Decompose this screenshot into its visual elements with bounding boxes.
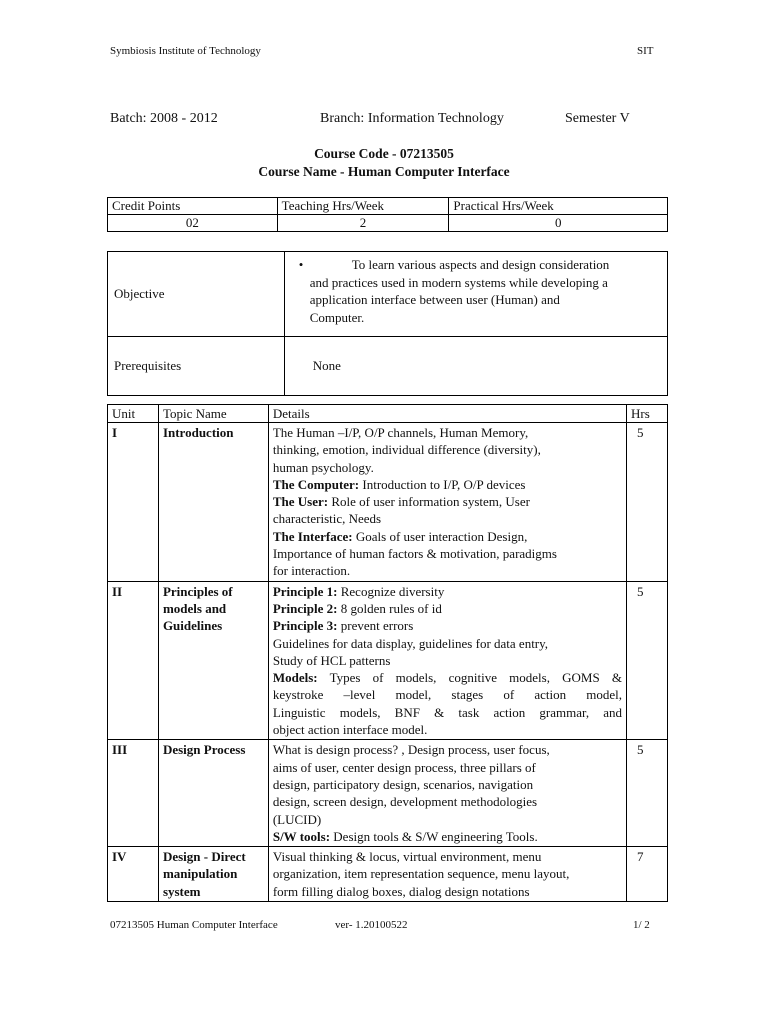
details-text: Introduction to I/P, O/P devices	[359, 476, 526, 492]
details	[268, 847, 626, 902]
credits-header-row	[108, 198, 668, 215]
details-line	[273, 793, 622, 810]
details-heading: Principle 1:	[272, 583, 338, 599]
semester-label: Semester V	[565, 111, 630, 126]
credits-value-cell: 2	[277, 215, 449, 232]
details-line	[273, 635, 622, 652]
details-line	[273, 476, 622, 493]
unit-number: I	[108, 423, 159, 582]
syllabus-row	[108, 847, 668, 902]
details-heading: The User:	[272, 494, 329, 510]
credits-header-cell: Practical Hrs/Week	[449, 198, 668, 215]
details-heading: The Computer:	[272, 476, 360, 492]
details-text: characteristic, Needs	[272, 511, 382, 527]
syllabus-header-row	[108, 405, 668, 423]
syllabus-row	[108, 423, 668, 582]
syllabus-row	[108, 740, 668, 847]
details-text: Study of HCL patterns	[272, 652, 391, 668]
objective-line: application interface between user (Human) and	[309, 292, 560, 307]
details-line	[273, 617, 622, 634]
prerequisites-label: Prerequisites	[108, 337, 285, 396]
branch-label: Branch: Information Technology	[320, 111, 504, 126]
credits-value-row	[108, 215, 668, 232]
details-text: Visual thinking & locus, virtual environment, menu	[272, 849, 542, 865]
details-text: Importance of human factors & motivation, paradigms	[272, 546, 557, 562]
topic-name	[158, 740, 268, 847]
details-heading: Models:	[272, 670, 318, 686]
details-text: Types of models, cognitive models, GOMS &	[317, 670, 623, 686]
details-text: (LUCID)	[272, 811, 322, 827]
details-text: form filling dialog boxes, dialog design notations	[272, 883, 530, 899]
details-text: object action interface model.	[272, 722, 428, 738]
details-line	[273, 424, 622, 441]
details-line	[273, 510, 622, 527]
details-line	[273, 545, 622, 562]
syllabus-header-cell: Hrs	[627, 405, 668, 423]
details-line	[273, 652, 622, 669]
topic-line: models and	[162, 600, 227, 616]
details-text: Guidelines for data display, guidelines for data entry,	[272, 635, 549, 651]
footer-course: 07213505 Human Computer Interface	[110, 919, 278, 931]
objective-line: To learn various aspects and design consideration	[351, 257, 610, 272]
details-line	[273, 759, 622, 776]
details-line	[273, 459, 622, 476]
details	[268, 740, 626, 847]
syllabus-header-cell: Topic Name	[158, 405, 268, 423]
details	[268, 581, 626, 740]
syllabus-table	[107, 404, 668, 902]
details-text: Linguistic models, BNF & task action grammar, and	[272, 704, 623, 720]
details-text: 8 golden rules of id	[337, 600, 442, 616]
details-line	[273, 865, 622, 882]
details	[268, 423, 626, 582]
topic-line: Guidelines	[162, 618, 223, 634]
details-line	[273, 669, 622, 686]
details-line	[273, 811, 622, 828]
details-line	[273, 741, 622, 758]
topic-line: system	[162, 883, 201, 899]
unit-number: II	[108, 581, 159, 740]
details-line	[273, 828, 622, 845]
details-text: human psychology.	[272, 459, 374, 475]
syllabus-row	[108, 581, 668, 740]
details-line	[273, 493, 622, 510]
details-heading: The Interface:	[272, 528, 353, 544]
unit-number: III	[108, 740, 159, 847]
credits-value-cell: 0	[449, 215, 668, 232]
details-text: What is design process? , Design process, user focus,	[272, 742, 550, 758]
details-text: keystroke –level model, stages of action model,	[272, 687, 623, 703]
syllabus-header-cell: Unit	[108, 405, 159, 423]
details-line	[273, 441, 622, 458]
details-line	[273, 776, 622, 793]
details-heading: S/W tools:	[272, 828, 331, 844]
details-text: Role of user information system, User	[328, 494, 530, 510]
course-code: Course Code - 07213505	[314, 146, 454, 161]
objective-table	[107, 251, 668, 396]
header-institute: Symbiosis Institute of Technology	[110, 45, 261, 57]
header-short: SIT	[637, 45, 654, 57]
details-text: Recognize diversity	[337, 583, 445, 599]
prerequisites-value: None	[284, 337, 667, 396]
details-line	[273, 704, 622, 721]
details-text: Design tools & S/W engineering Tools.	[330, 828, 538, 844]
objective-label: Objective	[108, 252, 285, 337]
course-name: Course Name - Human Computer Interface	[258, 164, 510, 179]
topic-line: manipulation	[162, 866, 238, 882]
details-line	[273, 583, 622, 600]
credits-value-cell: 02	[108, 215, 278, 232]
batch-label: Batch: 2008 - 2012	[110, 111, 218, 126]
hours-value: 7	[627, 847, 668, 902]
details-text: aims of user, center design process, three pillars of	[272, 759, 536, 775]
details-line	[273, 600, 622, 617]
details-line	[273, 528, 622, 545]
credits-table	[107, 197, 668, 232]
details-text: Goals of user interaction Design,	[352, 528, 528, 544]
details-text: The Human –I/P, O/P channels, Human Memory,	[272, 425, 529, 440]
topic-line: Principles of	[162, 583, 233, 599]
objective-text	[284, 252, 667, 337]
details-line	[273, 686, 622, 703]
topic-line: Introduction	[162, 425, 234, 440]
objective-line: and practices used in modern systems while developing a	[309, 274, 608, 290]
topic-name	[158, 847, 268, 902]
hours-value: 5	[627, 423, 668, 582]
topic-line: Design Process	[162, 742, 246, 758]
details-text: for interaction.	[272, 563, 351, 579]
topic-line: Design - Direct	[162, 849, 246, 865]
details-text: design, participatory design, scenarios, navigation	[272, 776, 534, 792]
credits-header-cell: Teaching Hrs/Week	[277, 198, 449, 215]
details-line	[273, 848, 622, 865]
details-text: thinking, emotion, individual difference (diversity),	[272, 442, 541, 458]
details-line	[273, 562, 622, 579]
footer-page-number: 1/ 2	[633, 919, 650, 931]
syllabus-header-cell: Details	[268, 405, 626, 423]
hours-value: 5	[627, 740, 668, 847]
details-text: prevent errors	[337, 618, 414, 634]
unit-number: IV	[108, 847, 159, 902]
details-line	[273, 721, 622, 738]
credits-header-cell: Credit Points	[108, 198, 278, 215]
hours-value: 5	[627, 581, 668, 740]
details-text: organization, item representation sequence, menu layout,	[272, 866, 570, 882]
topic-name	[158, 581, 268, 740]
details-heading: Principle 2:	[272, 600, 338, 616]
prerequisites-row	[108, 337, 668, 396]
details-text: design, screen design, development methodologies	[272, 794, 538, 810]
footer-version: ver- 1.20100522	[335, 919, 408, 931]
objective-row	[108, 252, 668, 337]
details-line	[273, 883, 622, 900]
objective-line: Computer.	[309, 309, 365, 325]
details-heading: Principle 3:	[272, 618, 338, 634]
bullet-icon: •	[298, 257, 304, 272]
topic-name	[158, 423, 268, 582]
